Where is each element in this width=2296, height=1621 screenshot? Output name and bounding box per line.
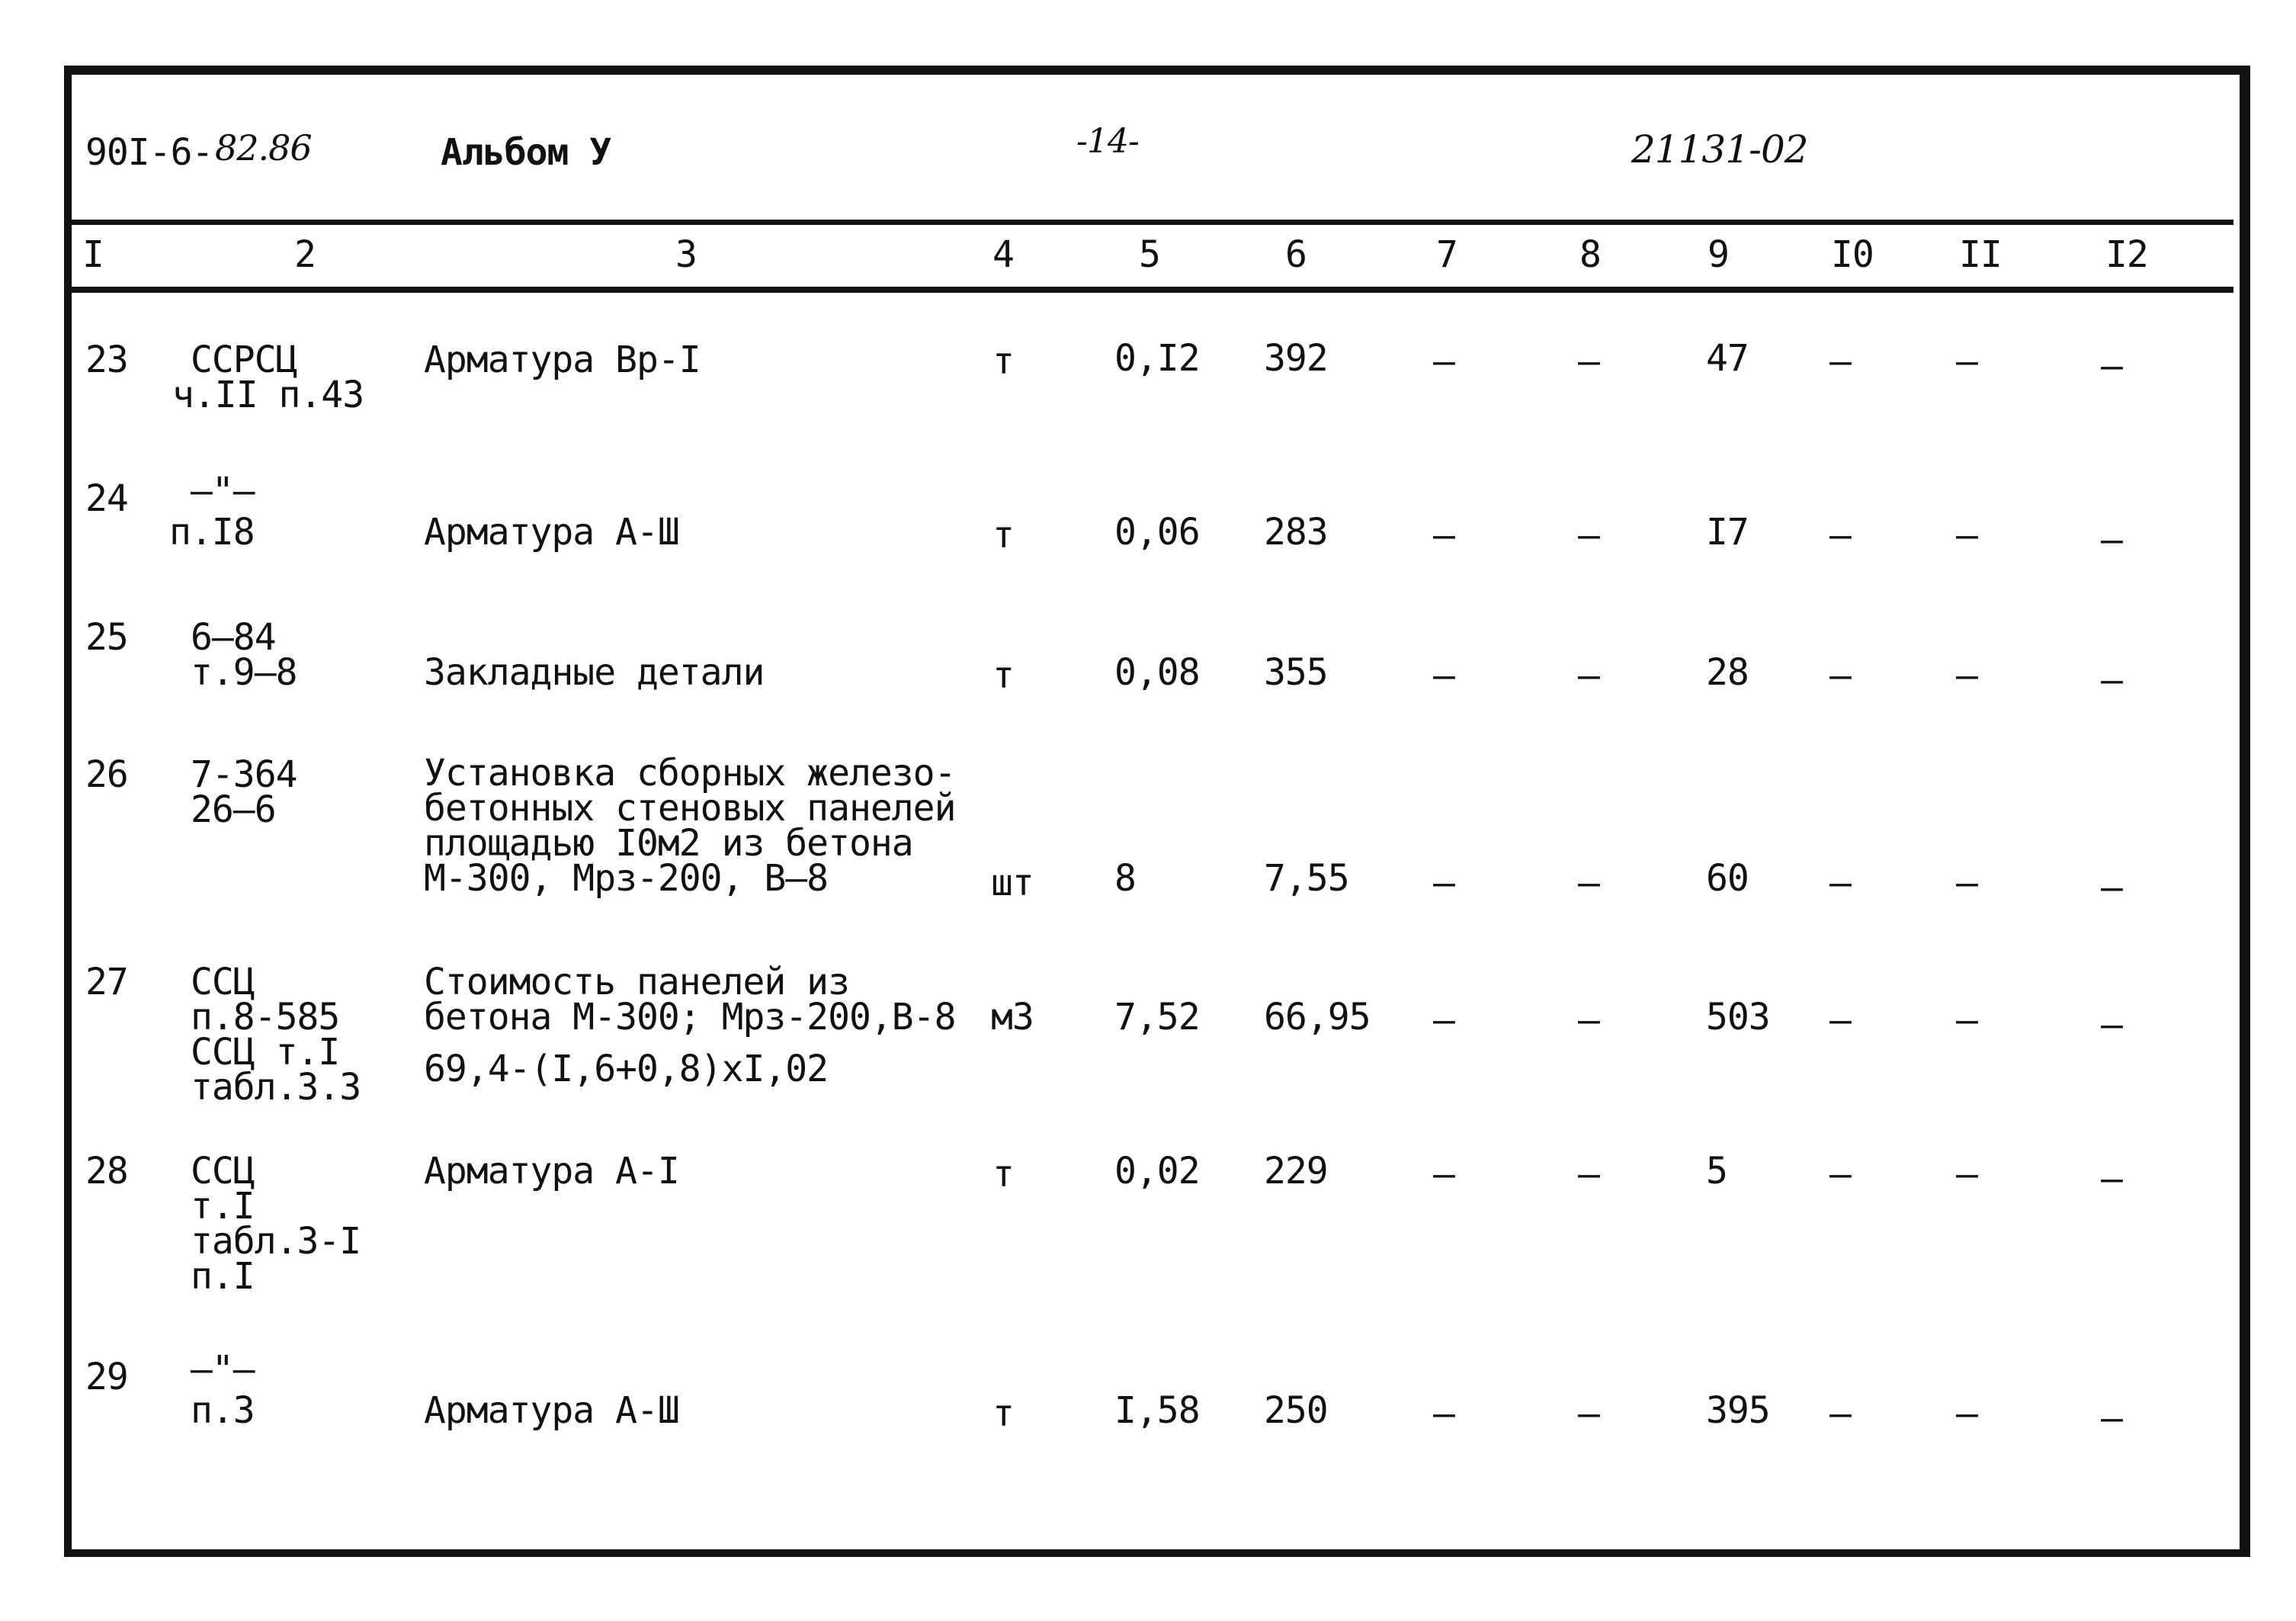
column-header: I0 (1831, 233, 1874, 276)
cell-col11: – (1956, 862, 1977, 904)
cell-col7: – (1433, 999, 1454, 1042)
item-name-line: бетона М-300; Мрз-200,В-8 (424, 996, 956, 1038)
cell-col7: – (1433, 1392, 1454, 1435)
cell-col9: 47 (1706, 337, 1749, 380)
document-number: 21131-02 (1631, 127, 1808, 172)
cell-col10: – (1829, 1153, 1851, 1196)
cell-col12: – (2101, 518, 2122, 561)
cell-col10: – (1829, 654, 1851, 697)
reference-line: т.9–8 (191, 651, 297, 694)
reference-line: 7-364 (191, 753, 297, 796)
column-header: 5 (1139, 233, 1160, 276)
reference-line: 6–84 (191, 616, 276, 659)
cell-col11: – (1956, 1392, 1977, 1435)
cell-col12: – (2101, 1397, 2122, 1440)
item-name-line: Арматура А-I (424, 1150, 679, 1192)
cell-col9: 503 (1706, 996, 1770, 1038)
cell-col10: – (1829, 999, 1851, 1042)
unit-price: 250 (1264, 1389, 1328, 1432)
column-header: 6 (1285, 233, 1307, 276)
column-header: 9 (1708, 233, 1729, 276)
cell-col7: – (1433, 1153, 1454, 1196)
cell-col9: 60 (1706, 857, 1749, 900)
cell-col8: – (1578, 1153, 1599, 1196)
reference-line: ССЦ т.I (191, 1031, 340, 1074)
unit-price: 229 (1264, 1150, 1328, 1192)
column-header: I (82, 233, 104, 276)
column-header: 2 (294, 233, 316, 276)
cell-col8: – (1578, 654, 1599, 697)
reference-line: т.I (191, 1185, 255, 1228)
cell-col10: – (1829, 1392, 1851, 1435)
column-header: II (1959, 233, 2002, 276)
cell-col7: – (1433, 514, 1454, 557)
quantity: 7,52 (1114, 996, 1200, 1038)
item-name-line: Арматура А-Ш (424, 511, 679, 554)
column-header: 3 (675, 233, 697, 276)
item-name-line: Стоимость панелей из (424, 961, 849, 1003)
cell-col10: – (1829, 862, 1851, 904)
cell-col8: – (1578, 340, 1599, 383)
row-number: 26 (85, 753, 128, 796)
header-rule-top (66, 220, 2233, 225)
cell-col11: – (1956, 1153, 1977, 1196)
item-name-line: Арматура А-Ш (424, 1389, 679, 1432)
cell-col8: – (1578, 514, 1599, 557)
cell-col9: I7 (1706, 511, 1749, 554)
reference-line: табл.3-I (191, 1220, 361, 1263)
reference-line: п.8-585 (191, 996, 340, 1038)
quantity: 0,06 (1114, 511, 1200, 554)
row-number: 28 (85, 1150, 128, 1192)
quantity: 0,I2 (1114, 337, 1200, 380)
reference-line: п.I (191, 1255, 255, 1298)
doc-code-handwritten: 82.86 (215, 127, 312, 169)
quantity: 0,08 (1114, 651, 1200, 694)
unit: т (992, 514, 1014, 557)
item-name-line: Арматура Вр-I (424, 339, 701, 381)
row-number: 25 (85, 616, 128, 659)
reference-line: ССЦ (191, 961, 255, 1003)
cell-col12: – (2101, 866, 2122, 909)
cell-col9: 395 (1706, 1389, 1770, 1432)
unit-price: 283 (1264, 511, 1328, 554)
cell-col12: – (2101, 1003, 2122, 1046)
reference-line: табл.3.3 (191, 1066, 361, 1109)
doc-code-prefix: 90I-6- (85, 131, 213, 174)
unit: т (992, 340, 1014, 383)
unit: м3 (991, 996, 1034, 1038)
page-number: -14- (1076, 122, 1139, 161)
cell-col12: – (2101, 1157, 2122, 1200)
item-name-line: М-300, Мрз-200, В–8 (424, 857, 829, 900)
cell-col12: – (2101, 659, 2122, 701)
item-name-line: Закладные детали (424, 651, 765, 694)
unit: т (992, 1392, 1014, 1435)
cell-col7: – (1433, 654, 1454, 697)
cell-col9: 5 (1706, 1150, 1727, 1192)
cell-col8: – (1578, 862, 1599, 904)
reference-line: 26–6 (191, 788, 276, 831)
cell-col11: – (1956, 340, 1977, 383)
unit-price: 392 (1264, 337, 1328, 380)
reference-line: –"– (191, 470, 255, 512)
cell-col8: – (1578, 999, 1599, 1042)
cell-col11: – (1956, 654, 1977, 697)
album-label: Альбом У (441, 131, 611, 174)
quantity: 8 (1114, 857, 1136, 900)
cell-col7: – (1433, 340, 1454, 383)
cell-col10: – (1829, 514, 1851, 557)
reference-line: ССЦ (191, 1150, 255, 1192)
row-number: 27 (85, 961, 128, 1003)
unit: т (992, 1153, 1014, 1196)
cell-col12: – (2101, 345, 2122, 387)
column-header: I2 (2105, 233, 2148, 276)
unit-price: 7,55 (1264, 857, 1349, 900)
unit-price: 66,95 (1264, 996, 1371, 1038)
cell-col9: 28 (1706, 651, 1749, 694)
row-number: 24 (85, 477, 128, 520)
item-name-line: Установка сборных железо- (424, 752, 956, 794)
item-name-line: площадью I0м2 из бетона (424, 822, 913, 865)
item-name-line: бетонных стеновых панелей (424, 787, 956, 830)
column-header: 7 (1436, 233, 1457, 276)
reference-line: ч.II п.43 (172, 374, 364, 416)
cell-col11: – (1956, 999, 1977, 1042)
column-header: 4 (992, 233, 1014, 276)
row-number: 29 (85, 1356, 128, 1398)
unit: шт (991, 862, 1034, 904)
quantity: I,58 (1114, 1389, 1200, 1432)
reference-line: ССРСЦ (191, 339, 297, 381)
column-header: 8 (1579, 233, 1601, 276)
header-rule-bottom (66, 287, 2233, 293)
row-number: 23 (85, 339, 128, 381)
cell-col7: – (1433, 862, 1454, 904)
reference-line: –"– (191, 1348, 255, 1391)
cell-col8: – (1578, 1392, 1599, 1435)
reference-line: п.I8 (169, 511, 255, 554)
unit-price: 355 (1264, 651, 1328, 694)
unit: т (992, 654, 1014, 697)
cell-col10: – (1829, 340, 1851, 383)
reference-line: п.3 (191, 1389, 255, 1432)
calculation-formula: 69,4-(I,6+0,8)xI,02 (424, 1048, 829, 1090)
quantity: 0,02 (1114, 1150, 1200, 1192)
cell-col11: – (1956, 514, 1977, 557)
